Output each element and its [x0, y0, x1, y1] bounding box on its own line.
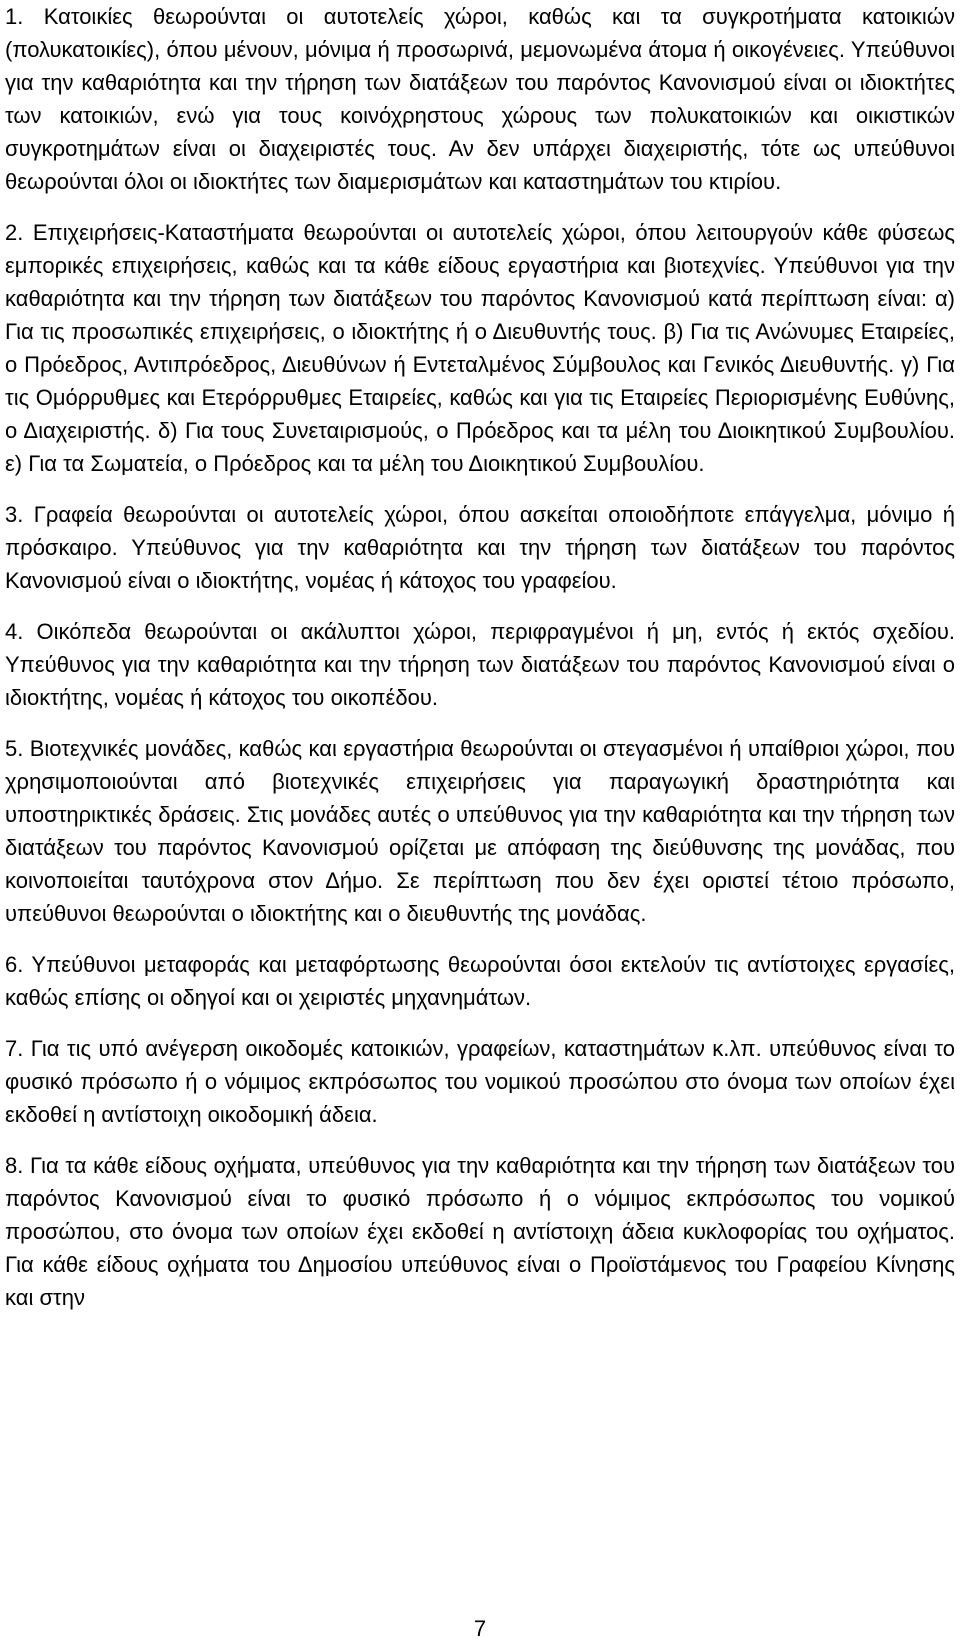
paragraph-7-construction: 7. Για τις υπό ανέγερση οικοδομές κατοικιών, γραφείων, καταστημάτων κ.λπ. υπεύθυνος είναι το φυσικό πρόσωπο ή ο νόμιμος εκπρόσωπος του νομικού προσώπου στο όνομα των οποίων έχει εκδοθεί η αντίστοιχη οικοδομική άδεια.	[5, 1036, 955, 1127]
paragraph-8-vehicles: 8. Για τα κάθε είδους οχήματα, υπεύθυνος για την καθαριότητα και την τήρηση των διατάξεων του παρόντος Κανονισμού είναι το φυσικό πρόσωπο ή ο νόμιμος εκπρόσωπος του νομικού προσώπου, στο όνομα των οποίων έχει εκδοθεί η αντίστοιχη άδεια κυκλοφορίας του οχήματος. Για κάθε είδους οχήματα του Δημοσίου υπεύθυνος είναι ο Προϊστάμενος του Γραφείου Κίνησης και στην	[5, 1153, 955, 1310]
paragraph-1-residences: 1. Κατοικίες θεωρούνται οι αυτοτελείς χώροι, καθώς και τα συγκροτήματα κατοικιών (πολυκατοικίες), όπου μένουν, μόνιμα ή προσωρινά, μεμονωμένα άτομα ή οικογένειες. Υπεύθυνοι για την καθαριότητα και την τήρηση των διατάξεων του παρόντος Κανονισμού είναι οι ιδιοκτήτες των κατοικιών, ενώ για τους κοινόχρηστους χώρους των πολυκατοικιών και οικιστικών συγκροτημάτων είναι οι διαχειριστές τους. Αν δεν υπάρχει διαχειριστής, τότε ως υπεύθυνοι θεωρούνται όλοι οι ιδιοκτήτες των διαμερισμάτων και καταστημάτων του κτιρίου.	[5, 4, 955, 194]
page-number: 7	[473, 1616, 487, 1641]
paragraph-5-workshops: 5. Βιοτεχνικές μονάδες, καθώς και εργαστήρια θεωρούνται οι στεγασμένοι ή υπαίθριοι χώροι, που χρησιμοποιούνται από βιοτεχνικές επιχειρήσεις για παραγωγική δραστηριότητα και υποστηρικτικές δράσεις. Στις μονάδες αυτές ο υπεύθυνος για την καθαριότητα και την τήρηση των διατάξεων του παρόντος Κανονισμού ορίζεται με απόφαση της διεύθυνσης της μονάδας, που κοινοποιείται ταυτόχρονα στον Δήμο. Σε περίπτωση που δεν έχει οριστεί τέτοιο πρόσωπο, υπεύθυνοι θεωρούνται ο ιδιοκτήτης και ο διευθυντής της μονάδας.	[5, 736, 955, 926]
paragraph-2-businesses: 2. Επιχειρήσεις-Καταστήματα θεωρούνται οι αυτοτελείς χώροι, όπου λειτουργούν κάθε φύσεως εμπορικές επιχειρήσεις, καθώς και τα κάθε είδους εργαστήρια και βιοτεχνίες. Υπεύθυνοι για την καθαριότητα και την τήρηση των διατάξεων του παρόντος Κανονισμού κατά περίπτωση είναι: α) Για τις προσωπικές επιχειρήσεις, ο ιδιοκτήτης ή ο Διευθυντής τους. β) Για τις Ανώνυμες Εταιρείες, ο Πρόεδρος, Αντιπρόεδρος, Διευθύνων ή Εντεταλμένος Σύμβουλος και Γενικός Διευθυντής. γ) Για τις Ομόρρυθμες και Ετερόρρυθμες Εταιρείες, καθώς και για τις Εταιρείες Περιορισμένης Ευθύνης, ο Διαχειριστής. δ) Για τους Συνεταιρισμούς, ο Πρόεδρος και τα μέλη του Διοικητικού Συμβουλίου. ε) Για τα Σωματεία, ο Πρόεδρος και τα μέλη του Διοικητικού Συμβουλίου.	[5, 220, 955, 476]
paragraph-6-transport: 6. Υπεύθυνοι μεταφοράς και μεταφόρτωσης θεωρούνται όσοι εκτελούν τις αντίστοιχες εργασίες, καθώς επίσης οι οδηγοί και οι χειριστές μηχανημάτων.	[5, 952, 955, 1010]
paragraph-3-offices: 3. Γραφεία θεωρούνται οι αυτοτελείς χώροι, όπου ασκείται οποιοδήποτε επάγγελμα, μόνιμο ή πρόσκαιρο. Υπεύθυνος για την καθαριότητα και την τήρηση των διατάξεων του παρόντος Κανονισμού είναι ο ιδιοκτήτης, νομέας ή κάτοχος του γραφείου.	[5, 502, 955, 593]
paragraph-4-plots: 4. Οικόπεδα θεωρούνται οι ακάλυπτοι χώροι, περιφραγμένοι ή μη, εντός ή εκτός σχεδίου. Υπεύθυνος για την καθαριότητα και την τήρηση των διατάξεων του παρόντος Κανονισμού είναι ο ιδιοκτήτης, νομέας ή κάτοχος του οικοπέδου.	[5, 619, 955, 710]
document-page	[5, 0, 955, 1647]
